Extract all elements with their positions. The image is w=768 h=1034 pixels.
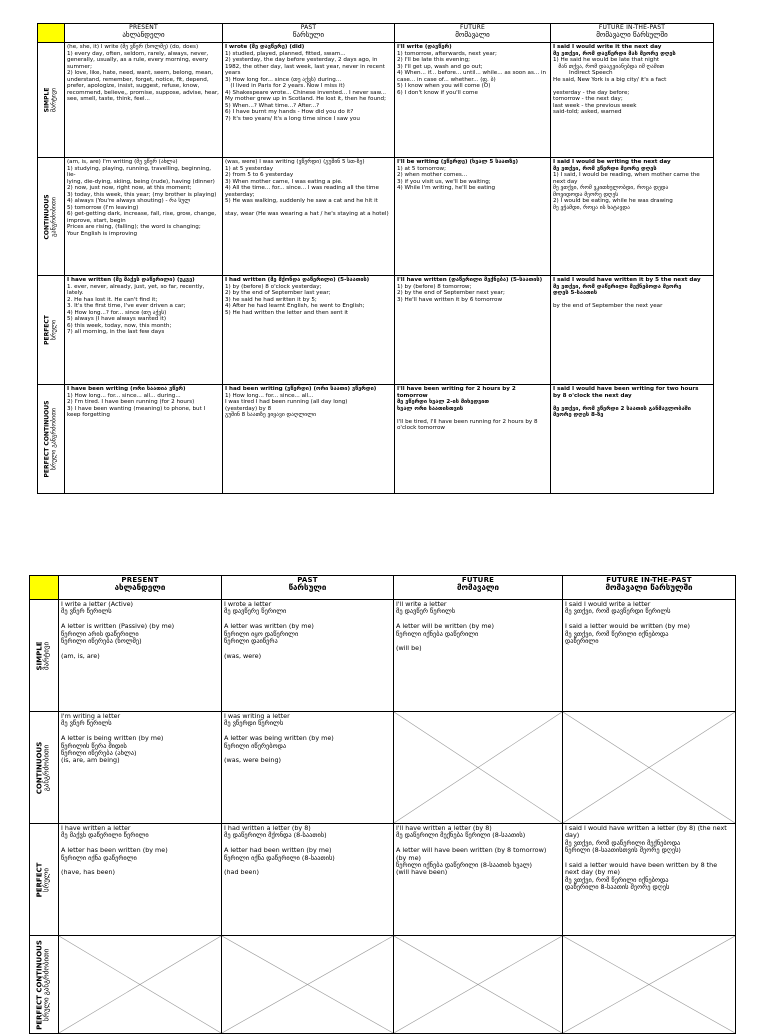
row-label-en: PERFECT <box>43 315 51 345</box>
text-line: 2) by the end of September last year; <box>225 290 331 296</box>
text-line: I said I would write a letter <box>565 600 651 608</box>
text-line: წერილი იქნა დაწერილი <box>61 853 137 862</box>
text-line: 4) All the time... for... since... I was reading all the time <box>225 185 379 191</box>
text-line: I'll have been writing for 2 hours by 2 tomorrow <box>397 386 518 399</box>
table-cell <box>563 824 736 936</box>
text-line: I wrote a letter <box>224 600 272 608</box>
text-line: I have written a letter <box>61 824 131 832</box>
text-line: 2) love, like, hate, need, want, seem, belong, mean, <box>67 70 214 76</box>
cross-mark <box>222 936 393 1033</box>
column-header-future: FUTURE მომავალი <box>394 576 563 600</box>
row-header <box>30 936 59 1034</box>
table-cell <box>395 385 551 494</box>
cross-mark <box>59 936 221 1033</box>
text-line: 2) I would be eating, while he was drawing <box>553 198 673 204</box>
text-line: დაწერილი <box>565 637 599 646</box>
text-line: 1982, the other day, last week, last year, never in recent <box>225 63 385 70</box>
column-header-future-in-the-past: FUTURE IN-THE-PAST მომავალი წარსულში <box>563 576 736 600</box>
text-line: მე ვთქვი, რომ წერილი იქნებოდა <box>565 875 669 884</box>
text-line: მე ვწერდი წერილს <box>224 719 284 728</box>
row-label <box>45 401 58 478</box>
text-line: last week - the previous week <box>553 102 637 109</box>
text-line: 1. ever, never, already, just, yet, so far, recently, <box>67 283 205 290</box>
text-line: case... in case of... whether... (ფ. ბ) <box>397 76 496 83</box>
text-line: 3) How long for... since (თუ აქვს) during... <box>225 76 342 83</box>
row-label-en: PERFECT CONTINUOUS <box>35 939 44 1030</box>
text-line: 1) How long... for... since... all... <box>225 392 314 399</box>
text-line: მე მაქვს დაწერილი წერილი <box>61 831 149 840</box>
text-line: 1) How long... for... since... all... during... <box>67 392 181 399</box>
table-cell <box>59 824 222 936</box>
table-cell <box>394 600 563 712</box>
text-line: წერილი იწერება (ხოლმე) <box>61 637 142 646</box>
column-header-present: PRESENT ახლანდელი <box>59 576 222 600</box>
text-line: (by me) <box>396 853 422 862</box>
text-line: I had written (მე მქონდა დაწერილი) (5-საათის) <box>225 277 370 283</box>
text-line: tomorrow - the next day; <box>553 96 623 102</box>
cross-mark <box>563 712 735 823</box>
row-header <box>38 385 65 494</box>
row-header <box>30 712 59 824</box>
table-cell <box>394 824 563 936</box>
table-cell <box>223 158 395 276</box>
text-line: მე დავწერ წერილს <box>396 607 456 616</box>
row-header <box>38 43 65 158</box>
text-line: by the end of September the next year <box>553 303 663 309</box>
text-line: 7) all morning, in the last few days <box>67 329 165 335</box>
text-line: 3) he said he had written it by 5; <box>225 296 317 303</box>
row-label <box>37 862 52 897</box>
text-line: A letter is written (Passive) (by me) <box>61 622 175 631</box>
row-label <box>45 315 58 345</box>
text-line: მე ვწერდი ხვალ 2-ის მიხედვით <box>397 399 490 405</box>
row-header <box>38 158 65 276</box>
text-line: summer; <box>67 63 92 70</box>
text-line: წერილი იქნა დაწერილი (8-საათის) <box>224 853 335 862</box>
row-label <box>45 194 58 239</box>
text-line: I write a letter (Active) <box>61 600 134 608</box>
text-line: A letter will have been written (by 8 tomorrow) <box>396 846 547 855</box>
text-line: 3. It's the first time, I've ever driven a car; <box>67 303 186 309</box>
text-line: I'll write (დავწერ) <box>397 44 452 50</box>
text-line: 1) studied, played, planned, fitted, swam... <box>225 50 346 57</box>
table-cell <box>222 712 394 824</box>
text-line: Prices are rising, (falling); the word is changing; <box>67 224 201 230</box>
table-row <box>30 712 736 824</box>
tenses-table-active <box>37 23 714 494</box>
text-line: (had been) <box>224 868 260 877</box>
text-line: წერილი იქნება დაწერილი <box>396 629 479 638</box>
text-line: A letter is being written (by me) <box>61 734 164 743</box>
empty-crossed-cell <box>222 936 394 1034</box>
table-cell <box>59 712 222 824</box>
table-cell <box>223 385 395 494</box>
text-line: 1) at 5 tomorrow; <box>397 165 447 172</box>
table-row <box>30 600 736 712</box>
text-line: I said I would be writing the next day <box>553 159 671 165</box>
text-line: (have, has been) <box>61 868 116 877</box>
text-line: I said a letter would have been written by 8 the <box>565 861 718 870</box>
table-cell <box>551 276 714 385</box>
table-row <box>38 158 714 276</box>
corner-cell <box>30 576 59 600</box>
header-row <box>38 24 714 43</box>
text-line: 1) studying, playing, running, travelling, beginning, lie- <box>67 165 213 178</box>
text-line: I said I would have written a letter (by 8) (the next <box>565 824 727 832</box>
row-label-ka: სრული <box>43 867 51 892</box>
table-cell <box>395 276 551 385</box>
row-label <box>37 940 52 1030</box>
text-line: დაწერილი 8-საათის მეორე დღეს <box>565 883 670 892</box>
text-line: მე ვთქვი, რომ დავწერდი მას მეორე დღეს <box>553 50 676 57</box>
text-line: yesterday; <box>225 191 255 198</box>
text-line: (I lived in Paris for 2 years. Now I miss it) <box>225 83 345 89</box>
text-line: 1) at 5 yesterday <box>225 165 274 172</box>
text-line: 2) yesterday, the day before yesterday, 2 days ago, in <box>225 57 378 63</box>
text-line: I'll have written (დაწერილი მექნება) (5-საათის) <box>397 277 543 283</box>
table-cell <box>65 43 223 158</box>
text-line: 3) today, this week, this year; (my brother is playing) <box>67 191 217 198</box>
row-label-ka: მარტივი <box>43 641 51 670</box>
text-line: 1) by (before) 8 o'clock yesterday; <box>225 283 322 290</box>
text-line: 5) He was walking, suddenly he saw a cat and he hit it <box>225 198 378 204</box>
empty-crossed-cell <box>394 712 563 824</box>
table-cell <box>551 385 714 494</box>
row-label <box>45 88 58 113</box>
text-line: 1) tomorrow, afterwards, next year; <box>397 50 497 57</box>
table-row <box>38 385 714 494</box>
row-label-ka: სრული განგრძობითი <box>50 407 57 471</box>
text-line: A letter will be written (by me) <box>396 622 494 631</box>
text-line: generally, usually, as a rule, every morning, every <box>67 57 209 63</box>
table-row <box>30 824 736 936</box>
column-header-present: PRESENT ახლანდელი <box>65 24 223 43</box>
table-cell <box>563 600 736 712</box>
text-line: I had been writing (ვწერდი) (ორი საათი) ვწერდი) <box>225 386 377 392</box>
table-cell <box>395 43 551 158</box>
text-line: მეორე დღეს 8-ზე <box>553 412 604 418</box>
text-line: წერილი იწერება (ახლა) <box>61 749 137 758</box>
empty-crossed-cell <box>563 936 736 1034</box>
cross-mark <box>394 936 562 1033</box>
table-cell <box>222 824 394 936</box>
text-line: stay, wear (He was wearing a hat / he's staying at a hotel) <box>225 211 389 217</box>
text-line: I wrote (მე დავწერე) (did) <box>225 44 305 50</box>
text-line: (was, were) <box>224 651 262 660</box>
text-line: 1) by (before) 8 tomorrow; <box>397 283 472 290</box>
text-line: My mother grew up in Scotland. He lost it, then he found; <box>225 96 386 102</box>
text-line: by 8 o'clock the next day <box>553 392 632 399</box>
text-line: improve, start, begin <box>67 217 126 224</box>
text-line: prefer, apologize, insist, suggest, refuse, know, <box>67 83 200 89</box>
table-cell <box>65 276 223 385</box>
text-line: (will have been) <box>396 868 448 877</box>
text-line: 5) always (I have always wanted it) <box>67 316 167 322</box>
text-line: მე ვწერ წერილს <box>61 607 112 616</box>
text-line: next day (by me) <box>565 868 620 877</box>
text-line: მე ვჭამდი, როცა ის ხატავდა <box>553 204 630 211</box>
text-line: see, smell, taste, think, feel... <box>67 96 150 102</box>
text-line: წერილის წერა მიდის <box>61 741 127 750</box>
text-line: მე ვთქვი, რომ დაწერილი მექნებოდა მეორე <box>553 283 682 290</box>
text-line: 2. He has lost it. He can't find it; <box>67 296 158 303</box>
empty-crossed-cell <box>394 936 563 1034</box>
text-line: I'll be tired, I'll have been running for 2 hours by 8 <box>397 418 538 425</box>
text-line: I had written a letter (by 8) <box>224 824 311 832</box>
table-cell <box>65 158 223 276</box>
text-line: He said, New York is a big city/ it's a fact <box>553 76 667 83</box>
text-line: 3) I'll get up, wash and go out; <box>397 63 483 70</box>
row-label-ka: მარტივი <box>50 87 57 113</box>
table-cell <box>395 158 551 276</box>
text-line: 3) When mother came, I was eating a pie. <box>225 178 343 185</box>
table-cell <box>551 43 714 158</box>
text-line: 4) Shakespeare wrote... Chinese invented... I never saw... <box>225 89 386 96</box>
row-label-en: PERFECT <box>35 862 44 897</box>
text-line: 6) I don't know if you'll come <box>397 89 478 96</box>
cross-mark <box>394 712 562 823</box>
text-line: 2) I'll be late this evening; <box>397 57 471 63</box>
text-line: მე დაწერილი მექნება წერილი (8-საათის) <box>396 831 526 840</box>
row-label-en: PERFECT CONTINUOUS <box>43 400 51 478</box>
text-line: მე ვთქვი, რომ დავწერდი წერილს <box>565 607 671 616</box>
text-line: 2) by the end of September next year; <box>397 290 505 296</box>
text-line: Indirect Speech <box>553 70 613 76</box>
text-line: ხვალ ორი საათისთვის <box>397 405 464 412</box>
text-line: 3) He'll have written it by 6 tomorrow <box>397 296 503 303</box>
table-row <box>38 43 714 158</box>
table-cell <box>65 385 223 494</box>
text-line: (am, is, are) <box>61 651 100 660</box>
header-row <box>30 576 736 600</box>
text-line: said-told; asked, warned <box>553 109 622 115</box>
text-line: წერილი იყო დაწერილი <box>224 629 299 638</box>
text-line: o'clock tomorrow <box>397 425 445 431</box>
text-line: I have been writing (ორი საათია ვწერ) <box>67 386 186 392</box>
row-header <box>30 824 59 936</box>
text-line: 5) He had written the letter and then sent it <box>225 309 349 316</box>
row-label <box>37 741 52 794</box>
column-header-future-in-the-past: FUTURE IN-THE-PAST მომავალი წარსულში <box>551 24 714 43</box>
text-line: 3) I have been wanting (meaning) to phone, but I <box>67 405 206 412</box>
text-line: 1) He said he would be late that night <box>553 57 660 63</box>
row-label-en: CONTINUOUS <box>35 741 44 794</box>
text-line: 6) this week, today, now, this month; <box>67 322 172 329</box>
text-line: Your English is improving <box>67 230 138 237</box>
row-header <box>30 600 59 712</box>
text-line: მე ვთქვი, რომ წერილი იქნებოდა <box>565 629 669 638</box>
text-line: 4) While I'm writing, he'll be eating <box>397 185 496 191</box>
column-header-future: FUTURE მომავალი <box>395 24 551 43</box>
text-line: გუშინ 8 საათზე ვიყავი დაღლილი <box>225 412 317 418</box>
text-line: წერილი (8-საათისთვის მეორე დღეს) <box>565 846 681 855</box>
text-line: წერილი იქნება დაწერილი (8-საათის ხვალ) <box>396 861 533 870</box>
text-line: 2) from 5 to 6 yesterday <box>225 172 294 178</box>
text-line: (was, were) I was writing (ვწერდი) (გუშინ 5 სთ-ზე) <box>225 159 365 165</box>
text-line: მე დავწერე წერილი <box>224 607 287 616</box>
text-line: (is, are, am being) <box>61 756 120 765</box>
text-line: years <box>225 70 241 76</box>
empty-crossed-cell <box>563 712 736 824</box>
text-line: lately. <box>67 290 84 296</box>
table-cell <box>551 158 714 276</box>
text-line: I said I would have been writing for two hours <box>553 386 699 392</box>
column-header-past: PAST წარსული <box>222 576 394 600</box>
text-line: I was tired I had been running (all day long) <box>225 399 348 405</box>
text-line: next day <box>553 178 578 185</box>
text-line: (am, is, are) I'm writing (მე ვწერ (ახლა) <box>67 159 178 165</box>
text-line: A letter had been written (by me) <box>224 846 332 855</box>
text-line: 3) if you visit us, we'll be waiting; <box>397 178 491 185</box>
text-line: (will be) <box>396 644 422 653</box>
text-line: 6) get-getting dark, increase, fall, rise, grow, change, <box>67 211 217 217</box>
text-line: (was, were being) <box>224 756 282 765</box>
text-line: 1) I said, I would be reading, when mother came the <box>553 172 700 178</box>
text-line: 5) I know when you will come (O) <box>397 83 491 89</box>
text-line: day) <box>565 831 580 840</box>
text-line: 7) It's two years/ It's a long time since I saw you <box>225 115 360 122</box>
text-line: I'll write a letter <box>396 600 447 608</box>
text-line: I'll be writing (ვწერდე) (ხვალ 5 საათზე) <box>397 159 519 165</box>
text-line: მე დაწერილი მქონდა (8-საათის) <box>224 831 327 840</box>
text-line: I said I would have written it by 5 the next day <box>553 277 701 283</box>
text-line: I was writing a letter <box>224 712 290 720</box>
text-line: keep forgetting <box>67 412 110 418</box>
text-line: მე ვთქვი, რომ ვწერდი მეორე დღეს <box>553 165 657 172</box>
table-cell <box>59 600 222 712</box>
text-line: A letter has been written (by me) <box>61 846 168 855</box>
text-line: A letter was written (by me) <box>224 622 314 631</box>
row-label <box>37 641 52 670</box>
text-line: მე ვთქვი, რომ დაწერილი მექნებოდა <box>565 838 681 847</box>
text-line: I'm writing a letter <box>61 712 121 720</box>
column-header-past: PAST წარსული <box>223 24 395 43</box>
table-cell <box>222 600 394 712</box>
text-line: წერილი იწერებოდა <box>224 741 287 750</box>
text-line: 4) After he had learnt English, he went to English; <box>225 303 365 309</box>
row-header <box>38 276 65 385</box>
table-cell <box>223 276 395 385</box>
table-row <box>30 936 736 1034</box>
text-line: (yesterday) by 8 <box>225 405 272 412</box>
text-line: I said a letter would be written (by me) <box>565 622 691 631</box>
text-line: understand, remember, forget, notice, fit, depend, <box>67 76 209 83</box>
text-line: წერილი დაიწერა <box>224 637 278 646</box>
cross-mark <box>563 936 735 1033</box>
text-line: მე ვთქვი, რომ ვკითხულობდი, როცა დედა <box>553 185 669 191</box>
text-line: I said I would write it the next day <box>553 44 662 50</box>
text-line: I'll have written a letter (by 8) <box>396 824 492 832</box>
row-label-ka: სრული განგრძობითი <box>43 948 51 1021</box>
text-line: 1) every day, often, seldom, rarely, always, never, <box>67 50 209 57</box>
text-line: 4) When... if... before... until... while... as soon as... in <box>397 70 547 76</box>
text-line: lying, die-dying, skiing, being (rude), having (dinner) <box>67 178 215 185</box>
text-line: 5) tomorrow (I'm leaving) <box>67 204 139 211</box>
text-line: 4) always (You're always shouting) - რა სულ <box>67 198 191 204</box>
table-cell <box>223 43 395 158</box>
text-line: დღეს 5-საათის <box>553 290 598 296</box>
row-label-en: SIMPLE <box>43 87 51 113</box>
row-label-ka: განგრძობითი <box>43 744 51 791</box>
tenses-table-passive <box>29 575 736 1034</box>
table-row <box>38 276 714 385</box>
text-line: მოვიდოდა მეორე დღეს <box>553 191 619 198</box>
text-line: 2) now, just now, right now, at this moment; <box>67 185 192 191</box>
text-line: მან თქვა, რომ დააგვიანებდა იმ ღამით <box>553 63 665 70</box>
corner-cell <box>38 24 65 43</box>
text-line: 2) I'm tired. I have been running (for 2 hours) <box>67 399 195 405</box>
text-line: მე ვწერ წერილს <box>61 719 112 728</box>
text-line: 4) How long...? for... since (თუ აქვს) <box>67 309 167 316</box>
text-line: მე ვთქვი, რომ ვწერდი 2 საათის განმავლობაში <box>553 405 691 412</box>
empty-crossed-cell <box>59 936 222 1034</box>
text-line: წერილი არის დაწერილი <box>61 629 139 638</box>
row-label-ka: განგრძობითი <box>50 196 57 237</box>
text-line: 5) When...? What time...? After...? <box>225 102 320 109</box>
row-label-ka: სრული <box>50 319 57 341</box>
text-line: recommend, believe,, promise, suppose, advise, hear, <box>67 89 219 96</box>
row-label-en: SIMPLE <box>35 641 44 670</box>
text-line: A letter was being written (by me) <box>224 734 334 743</box>
text-line: I have written (მე მაქვს დაწერილი) (უკვე) <box>67 277 195 283</box>
text-line: yesterday - the day before; <box>553 89 630 96</box>
text-line: 2) when mother comes... <box>397 172 468 178</box>
row-label-en: CONTINUOUS <box>43 193 51 240</box>
text-line: 6) I have burnt my hands - How did you do it? <box>225 109 354 115</box>
text-line: (he, she, it) I write (მე ვწერ (ხოლმე) (do, does) <box>67 44 199 50</box>
